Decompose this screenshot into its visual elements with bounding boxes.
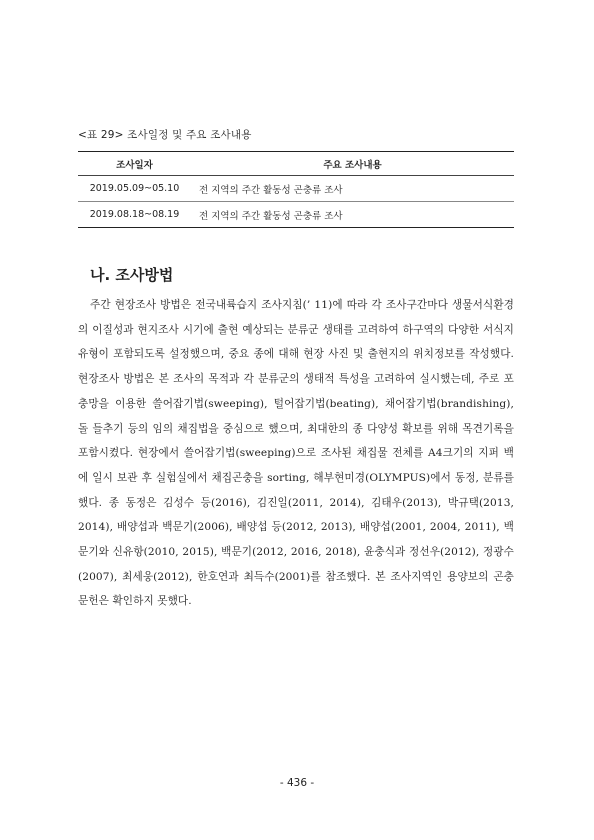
column-header-content: 주요 조사내용 bbox=[191, 152, 514, 176]
page-number: - 436 - bbox=[279, 777, 315, 789]
section-body-paragraph: 주간 현장조사 방법은 전국내륙습지 조사지침(’ 11)에 따라 각 조사구간마다 생물서식환경의 이질성과 현지조사 시기에 출현 예상되는 분류군 생태를 고려하여 하구역의 다양한 서식지 유형이 포함되도록 설정했으며, 중요 종에 대해 현장 사진 및 출현지의 위치정보를 작성했다. 현장조사 방법은 본 조사의 목적과 각 분류군의 생태적 특성을 고려하여 실시했는데, 주로 포충망을 이용한 쓸어잡기법(sweeping), 털어잡기법(beating), 채어잡기법(brandishing), 돌 들추기 등의 임의 채집법을 중심으로 했으며, 최대한의 종 다양성 확보를 위해 목견기록을 포함시켰다. 현장에서 쓸어잡기법(sweeping)으로 조사된 채집물 전체를 A4크기의 지퍼 백에 일시 보관 후 실험실에서 채집곤충을 sorting, 해부현미경(OLYMPUS)에서 동정, 분류를 했다. 종 동정은 김성수 등(2016), 김진일(2011, 2014), 김태우(2013), 박규택(2013, 2014), 배양섭과 백문기(2006), 배양섭 등(2012, 2013), 배양섭(2001, 2004, 2011), 백문기와 신유항(2010, 2015), 백문기(2012, 2016, 2018), 윤충식과 정선우(2012), 정광수(2007), 최세웅(2012), 한호연과 최득수(2001)를 참조했다. 본 조사지역인 용양보의 곤충 문헌은 확인하지 못했다. bbox=[78, 299, 514, 608]
table-cell-date: 2019.05.09~05.10 bbox=[78, 176, 191, 202]
table-row bbox=[78, 202, 514, 228]
table-cell-content: 전 지역의 주간 활동성 곤충류 조사 bbox=[191, 176, 514, 202]
section-title: 나. 조사방법 bbox=[90, 266, 174, 284]
table-caption: <표 29> 조사일정 및 주요 조사내용 bbox=[78, 129, 252, 141]
table-cell-date: 2019.08.18~08.19 bbox=[78, 202, 191, 228]
table-row bbox=[78, 176, 514, 202]
survey-schedule-table bbox=[78, 151, 514, 228]
table-cell-content: 전 지역의 주간 활동성 곤충류 조사 bbox=[191, 202, 514, 228]
table-header-row bbox=[78, 152, 514, 176]
column-header-date: 조사일자 bbox=[78, 152, 191, 176]
